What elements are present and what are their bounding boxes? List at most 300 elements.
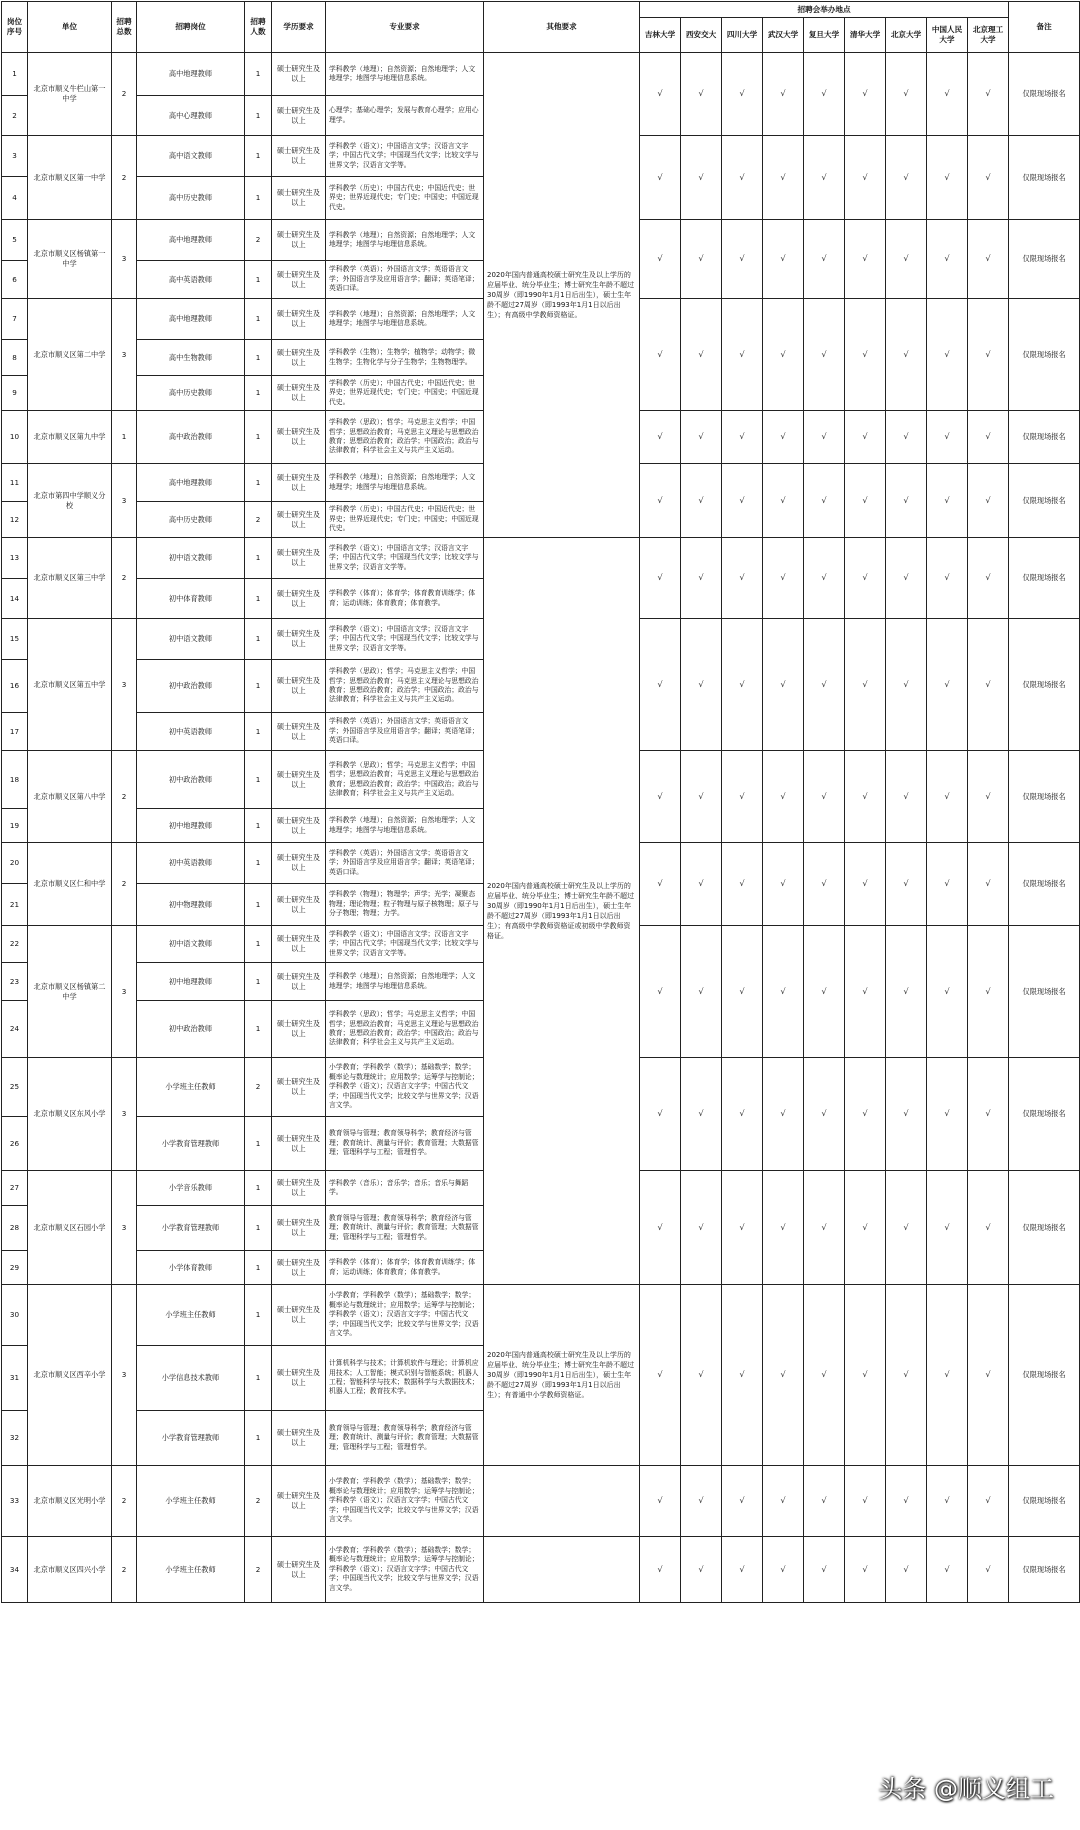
edu-cell: 硕士研究生及以上 [272,340,326,376]
count-cell: 1 [245,464,272,502]
edu-cell: 硕士研究生及以上 [272,220,326,261]
edu-cell: 硕士研究生及以上 [272,963,326,1001]
venue-check-cell: √ [927,299,968,411]
venue-check-cell: √ [968,751,1009,843]
unit-cell: 北京市顺义区第五中学 [28,619,112,751]
position-cell: 初中政治教师 [137,1001,245,1058]
total-cell: 2 [112,751,137,843]
header-venue-7: 中国人民大学 [927,18,968,53]
venue-check-cell: √ [886,538,927,619]
header-venue-8: 北京理工大学 [968,18,1009,53]
note-cell: 仅限现场报名 [1009,751,1080,843]
count-cell: 1 [245,926,272,963]
watermark: 头条 @顺义组工 [878,1775,1054,1803]
header-position: 招聘岗位 [137,2,245,53]
major-cell: 学科教学（生物）；生物学；植物学；动物学；微生物学；生物化学与分子生物学；生物物理学。 [326,340,484,376]
seq-cell: 8 [2,340,28,376]
count-cell: 1 [245,1001,272,1058]
venue-check-cell: √ [640,1537,681,1603]
table-row [2,1537,1080,1603]
venue-check-cell: √ [927,136,968,220]
position-cell: 小学班主任教师 [137,1058,245,1117]
count-cell: 1 [245,1171,272,1206]
venue-check-cell: √ [927,926,968,1058]
major-cell: 学科教学（地理）；自然资源；自然地理学；人文地理学；地图学与地理信息系统。 [326,53,484,96]
major-cell: 学科教学（历史）；中国古代史；中国近代史；世界史；世界近现代史；专门史；中国史；中国近现代史。 [326,177,484,220]
position-cell: 高中生物教师 [137,340,245,376]
venue-check-cell: √ [681,136,722,220]
seq-cell: 12 [2,502,28,538]
venue-check-cell: √ [681,1058,722,1171]
total-cell: 2 [112,53,137,136]
total-cell: 1 [112,411,137,464]
unit-cell: 北京市顺义区杨镇第二中学 [28,926,112,1058]
venue-check-cell: √ [722,53,763,136]
count-cell: 1 [245,884,272,926]
table-row [2,1285,1080,1346]
seq-cell: 19 [2,809,28,843]
venue-check-cell: √ [763,1466,804,1537]
venue-check-cell: √ [681,751,722,843]
venue-check-cell: √ [763,411,804,464]
venue-check-cell: √ [845,1537,886,1603]
venue-check-cell: √ [681,464,722,538]
seq-cell: 7 [2,299,28,340]
venue-check-cell: √ [722,926,763,1058]
venue-check-cell: √ [845,751,886,843]
edu-cell: 硕士研究生及以上 [272,136,326,177]
venue-check-cell: √ [886,411,927,464]
unit-cell: 北京市顺义区第二中学 [28,299,112,411]
seq-cell: 4 [2,177,28,220]
header-note: 备注 [1009,2,1080,53]
edu-cell: 硕士研究生及以上 [272,1058,326,1117]
venue-check-cell: √ [640,843,681,926]
unit-cell: 北京市第四中学顺义分校 [28,464,112,538]
edu-cell: 硕士研究生及以上 [272,809,326,843]
count-cell: 1 [245,963,272,1001]
venue-check-cell: √ [722,751,763,843]
position-cell: 小学教育管理教师 [137,1117,245,1171]
major-cell: 学科教学（语文）；中国语言文学；汉语言文字学；中国古代文学；中国现当代文学；比较文学与世界文学；汉语言文学等。 [326,619,484,660]
venue-check-cell: √ [681,299,722,411]
venue-check-cell: √ [681,538,722,619]
unit-cell: 北京市顺义区第八中学 [28,751,112,843]
seq-cell: 17 [2,713,28,751]
count-cell: 2 [245,1058,272,1117]
venue-check-cell: √ [968,464,1009,538]
header-other: 其他要求 [484,2,640,53]
venue-check-cell: √ [804,1171,845,1285]
header-venue-5: 清华大学 [845,18,886,53]
count-cell: 1 [245,1346,272,1411]
venue-check-cell: √ [763,619,804,751]
venue-check-cell: √ [722,843,763,926]
venue-check-cell: √ [763,53,804,136]
venue-check-cell: √ [845,619,886,751]
count-cell: 1 [245,376,272,411]
recruitment-table [1,1,1080,1603]
venue-check-cell: √ [845,538,886,619]
venue-check-cell: √ [927,1171,968,1285]
edu-cell: 硕士研究生及以上 [272,1466,326,1537]
unit-cell: 北京市顺义区仁和中学 [28,843,112,926]
venue-check-cell: √ [968,220,1009,299]
major-cell: 心理学；基础心理学；发展与教育心理学；应用心理学。 [326,96,484,136]
header-venue-4: 复旦大学 [804,18,845,53]
major-cell: 学科教学（英语）；外国语言文学；英语语言文学；外国语言学及应用语言学；翻译；英语笔译；英语口译。 [326,713,484,751]
note-cell: 仅限现场报名 [1009,299,1080,411]
venue-check-cell: √ [968,299,1009,411]
venue-check-cell: √ [640,136,681,220]
edu-cell: 硕士研究生及以上 [272,1537,326,1603]
seq-cell: 2 [2,96,28,136]
venue-check-cell: √ [927,1058,968,1171]
venue-check-cell: √ [640,1285,681,1466]
count-cell: 2 [245,1466,272,1537]
note-cell: 仅限现场报名 [1009,464,1080,538]
venue-check-cell: √ [886,619,927,751]
seq-cell: 11 [2,464,28,502]
count-cell: 1 [245,53,272,96]
venue-check-cell: √ [845,299,886,411]
edu-cell: 硕士研究生及以上 [272,411,326,464]
major-cell: 教育领导与管理；教育领导科学；教育经济与管理；教育统计、测量与评价；教育管理；大数据管理；管理科学与工程；管理哲学。 [326,1206,484,1251]
count-cell: 1 [245,843,272,884]
unit-cell: 北京市顺义区第九中学 [28,411,112,464]
count-cell: 2 [245,220,272,261]
venue-check-cell: √ [968,1285,1009,1466]
venue-check-cell: √ [681,1466,722,1537]
major-cell: 学科教学（思政）；哲学；马克思主义哲学；中国哲学；思想政治教育；马克思主义理论与思想政治教育；思想政治教育；政治学；中国政治；政治与法律教育；科学社会主义与共产主义运动。 [326,660,484,713]
venue-check-cell: √ [886,53,927,136]
edu-cell: 硕士研究生及以上 [272,1251,326,1285]
venue-check-cell: √ [804,299,845,411]
venue-check-cell: √ [640,220,681,299]
venue-check-cell: √ [845,1466,886,1537]
venue-check-cell: √ [763,843,804,926]
note-cell: 仅限现场报名 [1009,926,1080,1058]
venue-check-cell: √ [886,843,927,926]
venue-check-cell: √ [804,411,845,464]
venue-check-cell: √ [722,411,763,464]
venue-check-cell: √ [681,619,722,751]
venue-check-cell: √ [968,619,1009,751]
position-cell: 小学教育管理教师 [137,1206,245,1251]
position-cell: 高中地理教师 [137,53,245,96]
venue-check-cell: √ [763,1058,804,1171]
major-cell: 小学教育；学科教学（数学）；基础数学；数学；概率论与数理统计；应用数学；运筹学与控制论；学科教学（语文）；汉语言文字学；中国古代文学；中国现当代文学；比较文学与世界文学；汉语言文学。 [326,1285,484,1346]
venue-check-cell: √ [681,843,722,926]
position-cell: 初中英语教师 [137,713,245,751]
seq-cell: 14 [2,579,28,619]
seq-cell: 16 [2,660,28,713]
seq-cell: 22 [2,926,28,963]
note-cell: 仅限现场报名 [1009,1171,1080,1285]
venue-check-cell: √ [722,619,763,751]
venue-check-cell: √ [845,1171,886,1285]
seq-cell: 33 [2,1466,28,1537]
note-cell: 仅限现场报名 [1009,136,1080,220]
venue-check-cell: √ [804,926,845,1058]
venue-check-cell: √ [722,464,763,538]
venue-check-cell: √ [763,136,804,220]
major-cell: 学科教学（体育）；体育学；体育教育训练学；体育；运动训练；体育教育；体育教学。 [326,1251,484,1285]
count-cell: 1 [245,1117,272,1171]
major-cell: 教育领导与管理；教育领导科学；教育经济与管理；教育统计、测量与评价；教育管理；大数据管理；管理科学与工程；管理哲学。 [326,1411,484,1466]
venue-check-cell: √ [886,299,927,411]
note-cell: 仅限现场报名 [1009,538,1080,619]
total-cell: 2 [112,538,137,619]
position-cell: 初中物理教师 [137,884,245,926]
unit-cell: 北京市顺义区第一中学 [28,136,112,220]
major-cell: 学科教学（地理）；自然资源；自然地理学；人文地理学；地图学与地理信息系统。 [326,809,484,843]
note-cell: 仅限现场报名 [1009,1285,1080,1466]
seq-cell: 25 [2,1058,28,1117]
seq-cell: 30 [2,1285,28,1346]
seq-cell: 29 [2,1251,28,1285]
note-cell: 仅限现场报名 [1009,843,1080,926]
position-cell: 初中语文教师 [137,538,245,579]
venue-check-cell: √ [722,1285,763,1466]
venue-check-cell: √ [886,1537,927,1603]
venue-check-cell: √ [968,1058,1009,1171]
note-cell: 仅限现场报名 [1009,220,1080,299]
seq-cell: 23 [2,963,28,1001]
venue-check-cell: √ [640,1466,681,1537]
venue-check-cell: √ [681,1285,722,1466]
note-cell: 仅限现场报名 [1009,411,1080,464]
count-cell: 1 [245,809,272,843]
venue-check-cell: √ [722,1537,763,1603]
position-cell: 初中语文教师 [137,926,245,963]
total-cell: 3 [112,1058,137,1171]
venue-check-cell: √ [681,411,722,464]
position-cell: 初中政治教师 [137,751,245,809]
position-cell: 高中地理教师 [137,299,245,340]
venue-check-cell: √ [804,220,845,299]
count-cell: 1 [245,1251,272,1285]
venue-check-cell: √ [640,299,681,411]
venue-check-cell: √ [968,1466,1009,1537]
count-cell: 1 [245,340,272,376]
seq-cell: 34 [2,1537,28,1603]
venue-check-cell: √ [722,220,763,299]
header-venue-0: 吉林大学 [640,18,681,53]
position-cell: 高中心理教师 [137,96,245,136]
major-cell: 学科教学（英语）；外国语言文学；英语语言文学；外国语言学及应用语言学；翻译；英语笔译；英语口译。 [326,261,484,299]
position-cell: 高中语文教师 [137,136,245,177]
major-cell: 学科教学（语文）；中国语言文学；汉语言文字学；中国古代文学；中国现当代文学；比较文学与世界文学；汉语言文学等。 [326,136,484,177]
position-cell: 初中政治教师 [137,660,245,713]
seq-cell: 26 [2,1117,28,1171]
count-cell: 1 [245,619,272,660]
edu-cell: 硕士研究生及以上 [272,1117,326,1171]
venue-check-cell: √ [968,411,1009,464]
note-cell: 仅限现场报名 [1009,1058,1080,1171]
total-cell: 3 [112,619,137,751]
venue-check-cell: √ [845,1285,886,1466]
unit-cell: 北京市顺义区东风小学 [28,1058,112,1171]
position-cell: 小学信息技术教师 [137,1346,245,1411]
unit-cell: 北京市顺义区杨镇第一中学 [28,220,112,299]
seq-cell: 10 [2,411,28,464]
venue-check-cell: √ [640,1058,681,1171]
venue-check-cell: √ [927,220,968,299]
edu-cell: 硕士研究生及以上 [272,299,326,340]
header-major: 专业要求 [326,2,484,53]
edu-cell: 硕士研究生及以上 [272,177,326,220]
venue-check-cell: √ [804,53,845,136]
venue-check-cell: √ [640,538,681,619]
venue-check-cell: √ [927,1537,968,1603]
venue-check-cell: √ [722,136,763,220]
venue-check-cell: √ [763,538,804,619]
major-cell: 学科教学（体育）；体育学；体育教育训练学；体育；运动训练；体育教育；体育教学。 [326,579,484,619]
header-unit: 单位 [28,2,112,53]
total-cell: 3 [112,926,137,1058]
seq-cell: 5 [2,220,28,261]
total-cell: 3 [112,1171,137,1285]
count-cell: 2 [245,502,272,538]
edu-cell: 硕士研究生及以上 [272,579,326,619]
edu-cell: 硕士研究生及以上 [272,843,326,884]
venue-check-cell: √ [968,1171,1009,1285]
venue-check-cell: √ [804,619,845,751]
header-venue-group: 招聘会举办地点 [640,2,1009,18]
seq-cell: 6 [2,261,28,299]
edu-cell: 硕士研究生及以上 [272,376,326,411]
major-cell: 学科教学（地理）；自然资源；自然地理学；人文地理学；地图学与地理信息系统。 [326,299,484,340]
venue-check-cell: √ [722,299,763,411]
edu-cell: 硕士研究生及以上 [272,53,326,96]
count-cell: 1 [245,579,272,619]
venue-check-cell: √ [763,299,804,411]
header-edu: 学历要求 [272,2,326,53]
note-cell: 仅限现场报名 [1009,53,1080,136]
other-requirements-cell: 2020年国内普通高校硕士研究生及以上学历的应届毕业、统分毕业生；博士研究生年龄不超过30周岁（即1990年1月1日后出生），硕士生年龄不超过27周岁（即1993年1月1日以后出生）；有高级中学教师资格证。 [484,53,640,538]
venue-check-cell: √ [640,53,681,136]
seq-cell: 32 [2,1411,28,1466]
total-cell: 3 [112,220,137,299]
venue-check-cell: √ [968,843,1009,926]
venue-check-cell: √ [927,464,968,538]
count-cell: 1 [245,1206,272,1251]
venue-check-cell: √ [722,1171,763,1285]
header-total: 招聘总数 [112,2,137,53]
seq-cell: 9 [2,376,28,411]
seq-cell: 3 [2,136,28,177]
position-cell: 高中地理教师 [137,464,245,502]
venue-check-cell: √ [640,411,681,464]
major-cell: 学科教学（地理）；自然资源；自然地理学；人文地理学；地图学与地理信息系统。 [326,220,484,261]
venue-check-cell: √ [640,464,681,538]
venue-check-cell: √ [886,1171,927,1285]
venue-check-cell: √ [681,220,722,299]
note-cell: 仅限现场报名 [1009,1466,1080,1537]
unit-cell: 北京市顺义牛栏山第一中学 [28,53,112,136]
table-row [2,1466,1080,1537]
unit-cell: 北京市顺义区西辛小学 [28,1285,112,1466]
edu-cell: 硕士研究生及以上 [272,660,326,713]
edu-cell: 硕士研究生及以上 [272,538,326,579]
edu-cell: 硕士研究生及以上 [272,502,326,538]
venue-check-cell: √ [763,220,804,299]
venue-check-cell: √ [927,1466,968,1537]
venue-check-cell: √ [804,751,845,843]
venue-check-cell: √ [927,411,968,464]
count-cell: 1 [245,713,272,751]
count-cell: 1 [245,136,272,177]
venue-check-cell: √ [886,1285,927,1466]
venue-check-cell: √ [722,1466,763,1537]
major-cell: 学科教学（地理）；自然资源；自然地理学；人文地理学；地图学与地理信息系统。 [326,464,484,502]
major-cell: 学科教学（物理）；物理学；声学；光学；凝聚态物理；理论物理；粒子物理与原子核物理；原子与分子物理；物理；力学。 [326,884,484,926]
major-cell: 学科教学（历史）；中国古代史；中国近代史；世界史；世界近现代史；专门史；中国史；中国近现代史。 [326,502,484,538]
venue-check-cell: √ [886,136,927,220]
major-cell: 学科教学（英语）；外国语言文学；英语语言文学；外国语言学及应用语言学；翻译；英语笔译；英语口译。 [326,843,484,884]
seq-cell: 18 [2,751,28,809]
venue-check-cell: √ [886,926,927,1058]
venue-check-cell: √ [804,538,845,619]
venue-check-cell: √ [845,53,886,136]
position-cell: 高中英语教师 [137,261,245,299]
venue-check-cell: √ [804,136,845,220]
seq-cell: 1 [2,53,28,96]
major-cell: 学科教学（地理）；自然资源；自然地理学；人文地理学；地图学与地理信息系统。 [326,963,484,1001]
position-cell: 小学班主任教师 [137,1285,245,1346]
position-cell: 初中地理教师 [137,809,245,843]
header-venue-2: 四川大学 [722,18,763,53]
count-cell: 1 [245,261,272,299]
count-cell: 2 [245,1537,272,1603]
other-requirements-cell: 2020年国内普通高校硕士研究生及以上学历的应届毕业、统分毕业生；博士研究生年龄不超过30周岁（即1990年1月1日后出生），硕士生年龄不超过27周岁（即1993年1月1日以后出生）；有普通中小学教师资格证。 [484,1285,640,1466]
venue-check-cell: √ [927,538,968,619]
total-cell: 3 [112,1285,137,1466]
seq-cell: 15 [2,619,28,660]
table-row [2,53,1080,96]
total-cell: 2 [112,136,137,220]
edu-cell: 硕士研究生及以上 [272,1285,326,1346]
count-cell: 1 [245,1411,272,1466]
position-cell: 高中历史教师 [137,376,245,411]
venue-check-cell: √ [763,1285,804,1466]
seq-cell: 20 [2,843,28,884]
total-cell: 3 [112,299,137,411]
venue-check-cell: √ [845,464,886,538]
venue-check-cell: √ [968,136,1009,220]
major-cell: 小学教育；学科教学（数学）；基础数学；数学；概率论与数理统计；应用数学；运筹学与控制论；学科教学（语文）；汉语言文字学；中国古代文学；中国现当代文学；比较文学与世界文学；汉语言文学。 [326,1466,484,1537]
count-cell: 1 [245,751,272,809]
total-cell: 2 [112,843,137,926]
major-cell: 学科教学（语文）；中国语言文学；汉语言文字学；中国古代文学；中国现当代文学；比较文学与世界文学；汉语言文学等。 [326,538,484,579]
unit-cell: 北京市顺义区第三中学 [28,538,112,619]
edu-cell: 硕士研究生及以上 [272,1171,326,1206]
major-cell: 学科教学（语文）；中国语言文学；汉语言文字学；中国古代文学；中国现当代文学；比较文学与世界文学；汉语言文学等。 [326,926,484,963]
note-cell: 仅限现场报名 [1009,619,1080,751]
position-cell: 小学班主任教师 [137,1537,245,1603]
venue-check-cell: √ [640,1171,681,1285]
venue-check-cell: √ [804,464,845,538]
edu-cell: 硕士研究生及以上 [272,713,326,751]
edu-cell: 硕士研究生及以上 [272,619,326,660]
header-venue-1: 西安交大 [681,18,722,53]
position-cell: 小学体育教师 [137,1251,245,1285]
venue-check-cell: √ [640,926,681,1058]
venue-check-cell: √ [804,1058,845,1171]
venue-check-cell: √ [763,1171,804,1285]
venue-check-cell: √ [681,53,722,136]
